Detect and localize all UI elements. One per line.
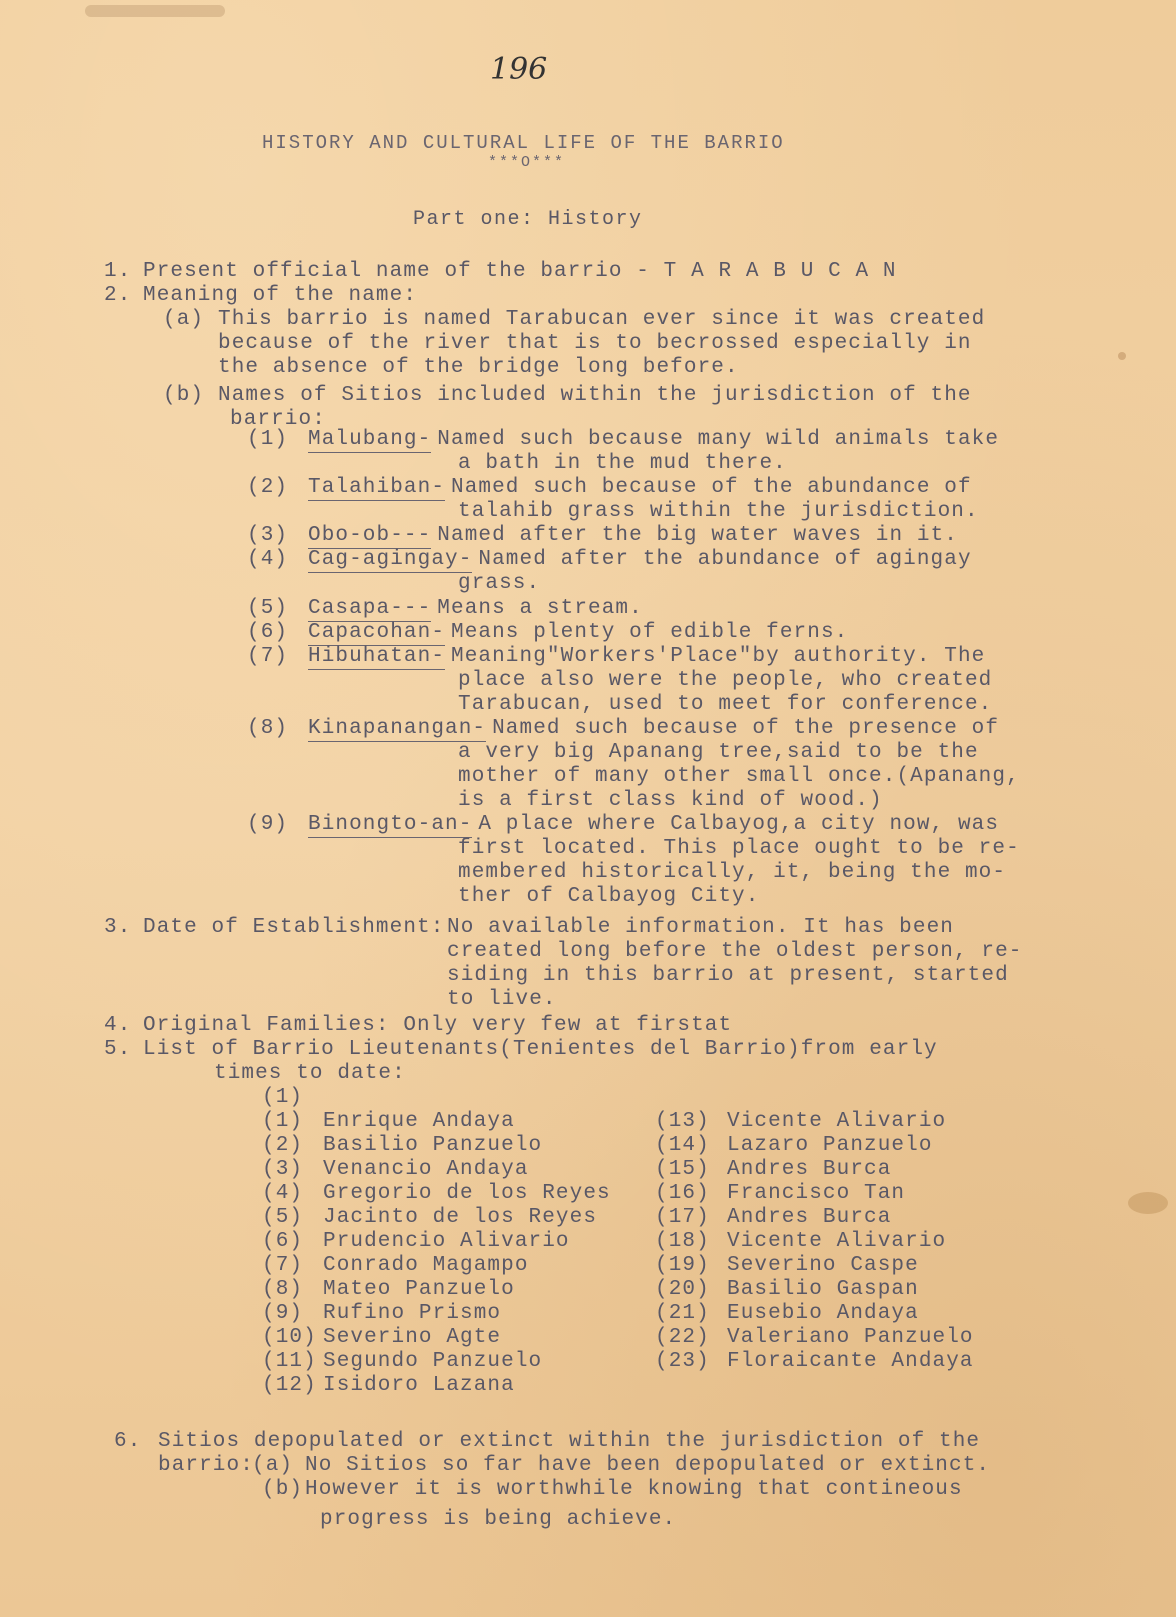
sitio-number: (7) bbox=[247, 645, 289, 668]
sitio-description-line: mother of many other small once.(Apanang, bbox=[458, 765, 1020, 788]
lieutenants-heading-line: List of Barrio Lieutenants(Tenientes del Barrio)from early bbox=[143, 1038, 938, 1061]
sitio-name: Kinapanangan- bbox=[308, 717, 487, 740]
lieutenant-number: (3) bbox=[262, 1158, 304, 1181]
lieutenant-number: (2) bbox=[262, 1134, 304, 1157]
original-families-line: Original Families: Only very few at firstat bbox=[143, 1014, 733, 1037]
meaning-text-line: This barrio is named Tarabucan ever since it was created bbox=[218, 308, 986, 331]
sitio-description-line: Named such because of the presence of bbox=[492, 717, 1000, 740]
sitio-name: Hibuhatan- bbox=[308, 645, 446, 668]
lieutenant-number: (1) bbox=[262, 1110, 304, 1133]
lieutenant-name: Eusebio Andaya bbox=[727, 1302, 919, 1325]
lieutenant-name: Vicente Alivario bbox=[727, 1230, 947, 1253]
lieutenant-name: Vicente Alivario bbox=[727, 1110, 947, 1133]
sitio-description-line: talahib grass within the jurisdiction. bbox=[458, 500, 979, 523]
lieutenant-number: (15) bbox=[655, 1158, 710, 1181]
lieutenant-number: (23) bbox=[655, 1350, 710, 1373]
lieutenant-name: Basilio Panzuelo bbox=[323, 1134, 543, 1157]
sitios-heading-line: barrio: bbox=[230, 408, 326, 431]
meaning-heading: Meaning of the name: bbox=[143, 284, 418, 307]
lieutenant-number: (12) bbox=[262, 1374, 317, 1397]
lieutenant-number: (6) bbox=[262, 1230, 304, 1253]
sitio-description-line: first located. This place ought to be re- bbox=[458, 837, 1020, 860]
lieutenant-number: (22) bbox=[655, 1326, 710, 1349]
sitio-name: Obo-ob--- bbox=[308, 524, 432, 547]
paper-stain bbox=[85, 5, 225, 17]
lieutenant-number: (9) bbox=[262, 1302, 304, 1325]
lieutenant-name: Floraicante Andaya bbox=[727, 1350, 974, 1373]
sitio-name: Casapa--- bbox=[308, 597, 432, 620]
lieutenant-name: Conrado Magampo bbox=[323, 1254, 529, 1277]
blank-entry: (1) bbox=[262, 1086, 304, 1109]
sitio-description-line: membered historically, it, being the mo- bbox=[458, 861, 1007, 884]
meaning-text-line: the absence of the bridge long before. bbox=[218, 356, 739, 379]
lieutenant-name: Prudencio Alivario bbox=[323, 1230, 570, 1253]
lieutenant-name: Andres Burca bbox=[727, 1158, 892, 1181]
lieutenant-name: Segundo Panzuelo bbox=[323, 1350, 543, 1373]
item-number: 6. bbox=[114, 1430, 142, 1453]
sitio-description-line: a bath in the mud there. bbox=[458, 452, 787, 475]
sitio-name: Capacohan- bbox=[308, 621, 446, 644]
sub-label: (b) bbox=[163, 384, 205, 407]
lieutenant-number: (4) bbox=[262, 1182, 304, 1205]
part-heading: Part one: History bbox=[413, 208, 643, 231]
depopulated-heading: Sitios depopulated or extinct within the jurisdiction of the bbox=[158, 1430, 981, 1453]
sitios-heading-line: Names of Sitios included within the jurisdiction of the bbox=[218, 384, 972, 407]
lieutenants-heading-line: times to date: bbox=[214, 1062, 406, 1085]
lieutenant-name: Basilio Gaspan bbox=[727, 1278, 919, 1301]
sitio-description-line: Named such because of the abundance of bbox=[451, 476, 972, 499]
establishment-text-line: siding in this barrio at present, started bbox=[447, 964, 1009, 987]
sitio-description-line: is a first class kind of wood.) bbox=[458, 789, 883, 812]
title-ornament: ***O*** bbox=[488, 154, 566, 171]
sitio-description-line: Named after the abundance of agingay bbox=[478, 548, 972, 571]
lieutenant-name: Rufino Prismo bbox=[323, 1302, 502, 1325]
sitio-description-line: Tarabucan, used to meet for conference. bbox=[458, 693, 993, 716]
depopulated-a-text: No Sitios so far have been depopulated or extinct. bbox=[305, 1454, 991, 1477]
lieutenant-number: (18) bbox=[655, 1230, 710, 1253]
page-number: 196 bbox=[490, 52, 548, 87]
lieutenant-number: (19) bbox=[655, 1254, 710, 1277]
sitio-name: Talahiban- bbox=[308, 476, 446, 499]
sitio-description-line: Means plenty of edible ferns. bbox=[451, 621, 849, 644]
sitio-number: (8) bbox=[247, 717, 289, 740]
sitio-number: (2) bbox=[247, 476, 289, 499]
sitio-number: (3) bbox=[247, 524, 289, 547]
item-number: 5. bbox=[104, 1038, 132, 1061]
lieutenant-number: (13) bbox=[655, 1110, 710, 1133]
depopulated-b-text: However it is worthwhile knowing that contineous bbox=[305, 1478, 963, 1501]
sitio-description-line: Named after the big water waves in it. bbox=[437, 524, 958, 547]
sub-label: (a) bbox=[163, 308, 205, 331]
meaning-text-line: because of the river that is to becrossed especially in bbox=[218, 332, 972, 355]
sitio-number: (6) bbox=[247, 621, 289, 644]
sitio-description-line: Named such because many wild animals take bbox=[437, 428, 1000, 451]
sitio-description-line: Means a stream. bbox=[437, 597, 643, 620]
sitio-description-line: Meaning"Workers'Place"by authority. The bbox=[451, 645, 986, 668]
lieutenant-number: (14) bbox=[655, 1134, 710, 1157]
lieutenant-number: (17) bbox=[655, 1206, 710, 1229]
lieutenant-name: Isidoro Lazana bbox=[323, 1374, 515, 1397]
lieutenant-number: (11) bbox=[262, 1350, 317, 1373]
lieutenant-name: Severino Agte bbox=[323, 1326, 502, 1349]
establishment-text-line: created long before the oldest person, re- bbox=[447, 940, 1023, 963]
paper-stain bbox=[1118, 352, 1126, 360]
establishment-text-line: to live. bbox=[447, 988, 557, 1011]
item-number: 1. bbox=[104, 260, 132, 283]
sitio-name: Malubang- bbox=[308, 428, 432, 451]
lieutenant-number: (20) bbox=[655, 1278, 710, 1301]
sitio-description-line: grass. bbox=[458, 572, 541, 595]
sitio-description-line: ther of Calbayog City. bbox=[458, 885, 760, 908]
lieutenant-number: (5) bbox=[262, 1206, 304, 1229]
depopulated-b-text: progress is being achieve. bbox=[320, 1508, 677, 1531]
lieutenant-number: (16) bbox=[655, 1182, 710, 1205]
sitio-description-line: A place where Calbayog,a city now, was bbox=[478, 813, 1000, 836]
sitio-number: (4) bbox=[247, 548, 289, 571]
lieutenant-name: Enrique Andaya bbox=[323, 1110, 515, 1133]
sitio-number: (9) bbox=[247, 813, 289, 836]
sitio-description-line: a very big Apanang tree,said to be the bbox=[458, 741, 979, 764]
depopulated-lead: barrio: bbox=[158, 1454, 254, 1477]
lieutenant-number: (10) bbox=[262, 1326, 317, 1349]
item-number: 2. bbox=[104, 284, 132, 307]
lieutenant-name: Andres Burca bbox=[727, 1206, 892, 1229]
lieutenant-number: (7) bbox=[262, 1254, 304, 1277]
item-number: 3. bbox=[104, 916, 132, 939]
lieutenant-name: Venancio Andaya bbox=[323, 1158, 529, 1181]
lieutenant-name: Lazaro Panzuelo bbox=[727, 1134, 933, 1157]
sitio-number: (5) bbox=[247, 597, 289, 620]
sitio-name: Cag-agingay- bbox=[308, 548, 473, 571]
sitio-description-line: place also were the people, who created bbox=[458, 669, 993, 692]
establishment-label: Date of Establishment: bbox=[143, 916, 445, 939]
lieutenant-name: Mateo Panzuelo bbox=[323, 1278, 515, 1301]
page-title: HISTORY AND CULTURAL LIFE OF THE BARRIO bbox=[262, 132, 785, 154]
lieutenant-number: (8) bbox=[262, 1278, 304, 1301]
official-name-line: Present official name of the barrio - T A R A B U C A N bbox=[143, 260, 897, 283]
paper-stain bbox=[1128, 1192, 1168, 1214]
sub-label: (a) bbox=[252, 1454, 294, 1477]
sub-label: (b) bbox=[262, 1478, 304, 1501]
lieutenant-name: Valeriano Panzuelo bbox=[727, 1326, 974, 1349]
lieutenant-name: Francisco Tan bbox=[727, 1182, 906, 1205]
item-number: 4. bbox=[104, 1014, 132, 1037]
sitio-number: (1) bbox=[247, 428, 289, 451]
establishment-text-line: No available information. It has been bbox=[447, 916, 954, 939]
lieutenant-number: (21) bbox=[655, 1302, 710, 1325]
lieutenant-name: Gregorio de los Reyes bbox=[323, 1182, 611, 1205]
sitio-name: Binongto-an- bbox=[308, 813, 473, 836]
lieutenant-name: Jacinto de los Reyes bbox=[323, 1206, 598, 1229]
lieutenant-name: Severino Caspe bbox=[727, 1254, 919, 1277]
